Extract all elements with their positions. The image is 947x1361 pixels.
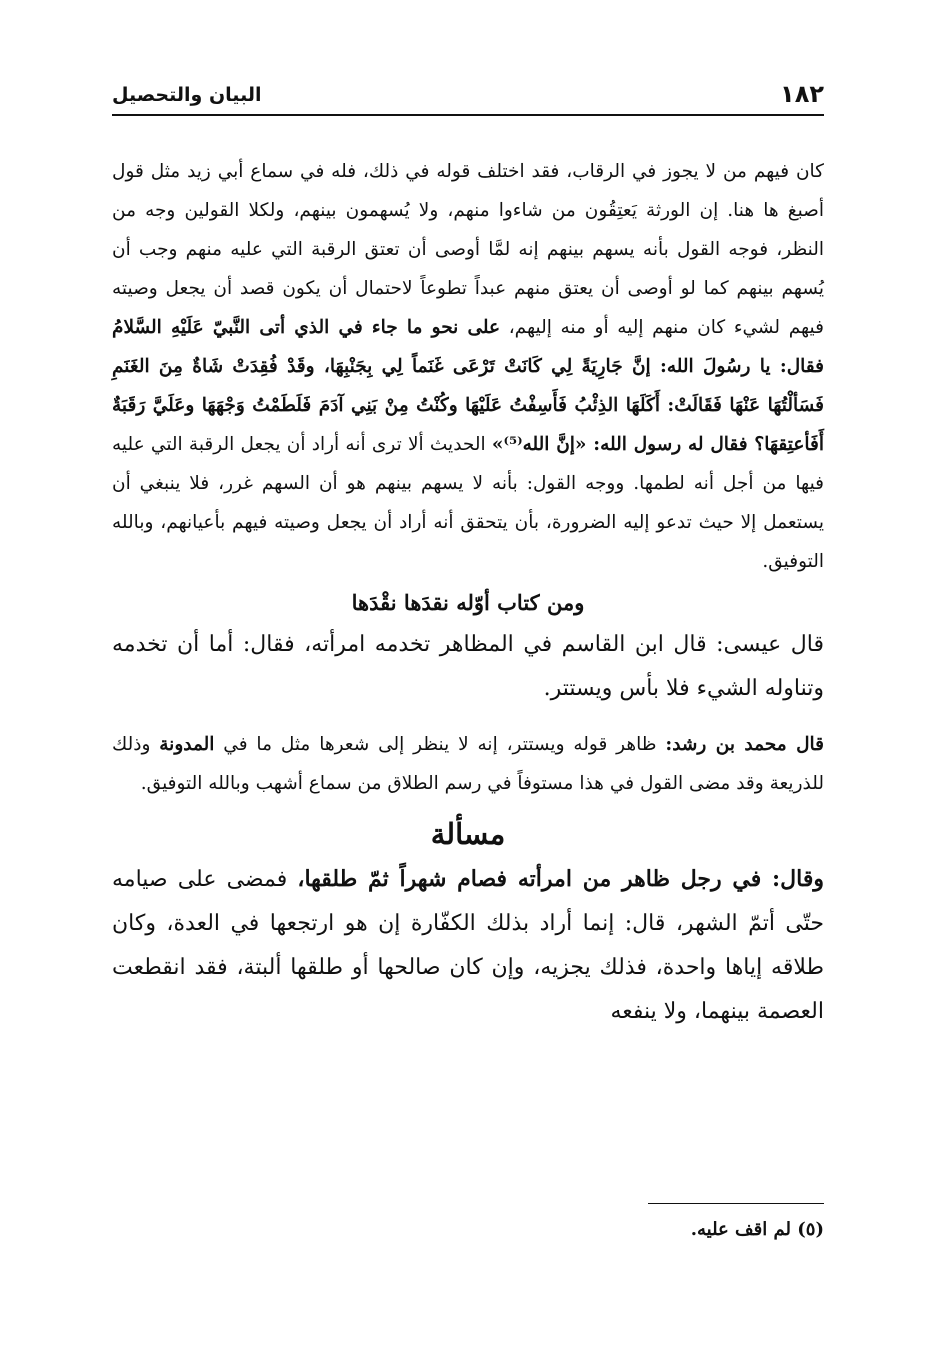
paragraph-2: قال عيسى: قال ابن القاسم في المظاهر تخدمه امرأته، فقال: أما أن تخدمه وتناوله الشيء فلا بأس ويستتر. — [112, 632, 824, 701]
section-heading: ومن كتاب أوّله نقدَها نقْدَها — [351, 590, 585, 615]
paragraph-1-rest: الحديث ألا ترى أنه أراد أن يجعل الرقبة التي عليه فيها من أجل أنه لطمها. ووجه القول: بأنه لا يسهم بينهم هو أن السهم غرر، فلا ينبغي أن يستعمل إلا حيث تدعو إليه الضرورة، بأن يتحقق أنه أراد أن يجعل وصيته فيهم بأعيانهم، وبالله التوفيق. — [112, 434, 824, 572]
paragraph-4-text: فمضى على صيامه حتّى أتمّ الشهر، قال: إنما أراد بذلك الكفّارة إن هو ارتجعها في العدة، وكان طلاقه إياها واحدة، فذلك يجزيه، وإن كان صالحها أو طلقها ألبتة، فقد انقطعت العصمة بينهما، ولا ينفعه — [112, 867, 824, 1024]
paragraph-3-text: ظاهر قوله ويستتر، إنه لا ينظر إلى شعرها مثل ما في — [214, 734, 666, 755]
masala-heading: مسألة — [430, 817, 506, 851]
paragraph-1-text: كان فيهم من لا يجوز في الرقاب، فقد اختلف قوله في ذلك، فله في سماع أبي زيد مثل قول أصبغ ها هنا. إن الورثة يَعتِقُون من شاءوا منهم، ولا يُسهمون بينهم، ولكلا القولين وجه من النظر، فوجه القول بأنه يسهم بينهم إنه لمَّا أوصى أن تعتق الرقبة التي عليه منهم وجب أن يُسهم بينهم كما لو أوصى أن يعتق منهم عبداً تطوعاً لاحتمال أن يكون قصد أن يجعل وصيته فيهم لشيء كان منهم إليه أو منه إليهم، — [112, 161, 824, 338]
footnote: (٥) لم اقف عليه. — [690, 1219, 824, 1240]
main-text — [112, 152, 824, 1034]
paragraph-3 — [112, 725, 824, 803]
paragraph-4 — [112, 857, 824, 1034]
book-reference: المدونة — [159, 734, 215, 755]
page-number: ١٨٢ — [780, 80, 824, 108]
question-statement: وقال: في رجل ظاهر من امرأته فصام شهراً ثمّ طلقها، — [297, 866, 825, 892]
running-title: البيان والتحصيل — [112, 84, 262, 106]
author-label: قال محمد بن رشد: — [665, 734, 824, 755]
paragraph-1 — [112, 152, 824, 581]
hadith-quote: على نحو ما جاء في الذي أتى النَّبيّ عَلَيْهِ السَّلامُ فقال: يا رسُولَ الله: إنَّ جَارِيَةً لِي كَانَتْ تَرْعَى غَنَماً لِي بِجَنْبِهَا، وقَدْ فُقِدَتْ شَاةٌ مِنَ الغَنَمِ فَسَألْتُهَا عَنْهَا فَقَالَتْ: أَكَلَهَا الذِئْبُ فَأَسِفْتُ عَلَيْهَا وكُنْتُ مِنْ بَنِي آدَمَ فَلَطَمْتُ وَجْهَهَا وعَلَيَّ رَقَبَةٌ أَفَأعتِقهَا؟ فقال له رسول الله: «إنَّ الله⁽⁵⁾» — [112, 317, 824, 455]
paragraph-3-text-2: وذلك للذريعة وقد مضى القول في هذا مستوفاً في رسم الطلاق من سماع أشهب وبالله التوفيق. — [112, 734, 824, 794]
footnote-divider — [648, 1203, 824, 1204]
page-header — [112, 78, 824, 116]
paragraph-gap — [112, 711, 824, 725]
